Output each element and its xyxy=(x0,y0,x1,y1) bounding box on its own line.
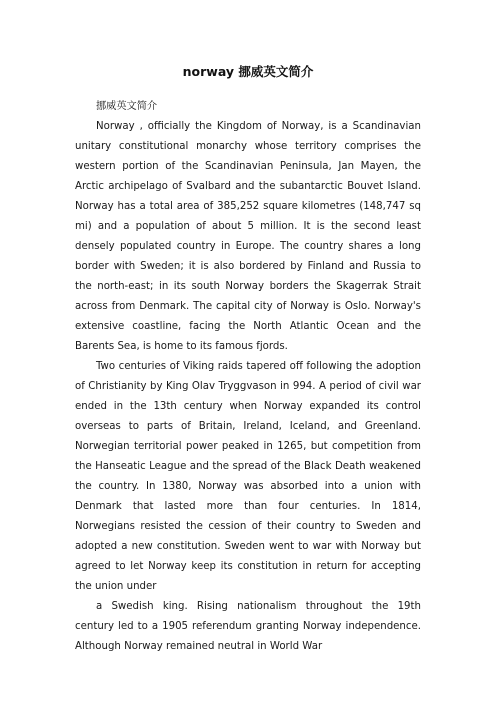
document-subtitle: 挪威英文简介 xyxy=(96,101,158,112)
paragraph-1: Norway , officially the Kingdom of Norway, is a Scandinavian unitary constitutional monarchy whose territory comprises the western portion of the Scandinavian Peninsula, Jan Mayen, the Arctic archipelago of Svalbard and the subantarctic Bouvet Island. Norway has a total area of 385,252 square kilometres (148,747 sq mi) and a population of about 5 million. It is the second least densely populated country in Europe. The country shares a long border with Sweden; it is also bordered by Finland and Russia to the north-east; in its south Norway borders the Skagerrak Strait across from Denmark. The capital city of Norway is Oslo. Norway's extensive coastline, facing the North Atlantic Ocean and the Barents Sea, is home to its famous fjords. xyxy=(75,121,421,352)
paragraph-3: a Swedish king. Rising nationalism throughout the 19th century led to a 1905 referendum granting Norway independence. Although Norway remained neutral in World War xyxy=(75,601,421,652)
document-page xyxy=(75,62,421,657)
paragraph-2: Two centuries of Viking raids tapered off following the adoption of Christianity by King Olav Tryggvason in 994. A period of civil war ended in the 13th century when Norway expanded its control overseas to parts of Britain, Ireland, Iceland, and Greenland. Norwegian territorial power peaked in 1265, but competition from the Hanseatic League and the spread of the Black Death weakened the country. In 1380, Norway was absorbed into a union with Denmark that lasted more than four centuries. In 1814, Norwegians resisted the cession of their country to Sweden and adopted a new constitution. Sweden went to war with Norway but agreed to let Norway keep its constitution in return for accepting the union under xyxy=(75,361,421,592)
document-title: norway 挪威英文简介 xyxy=(182,64,314,79)
